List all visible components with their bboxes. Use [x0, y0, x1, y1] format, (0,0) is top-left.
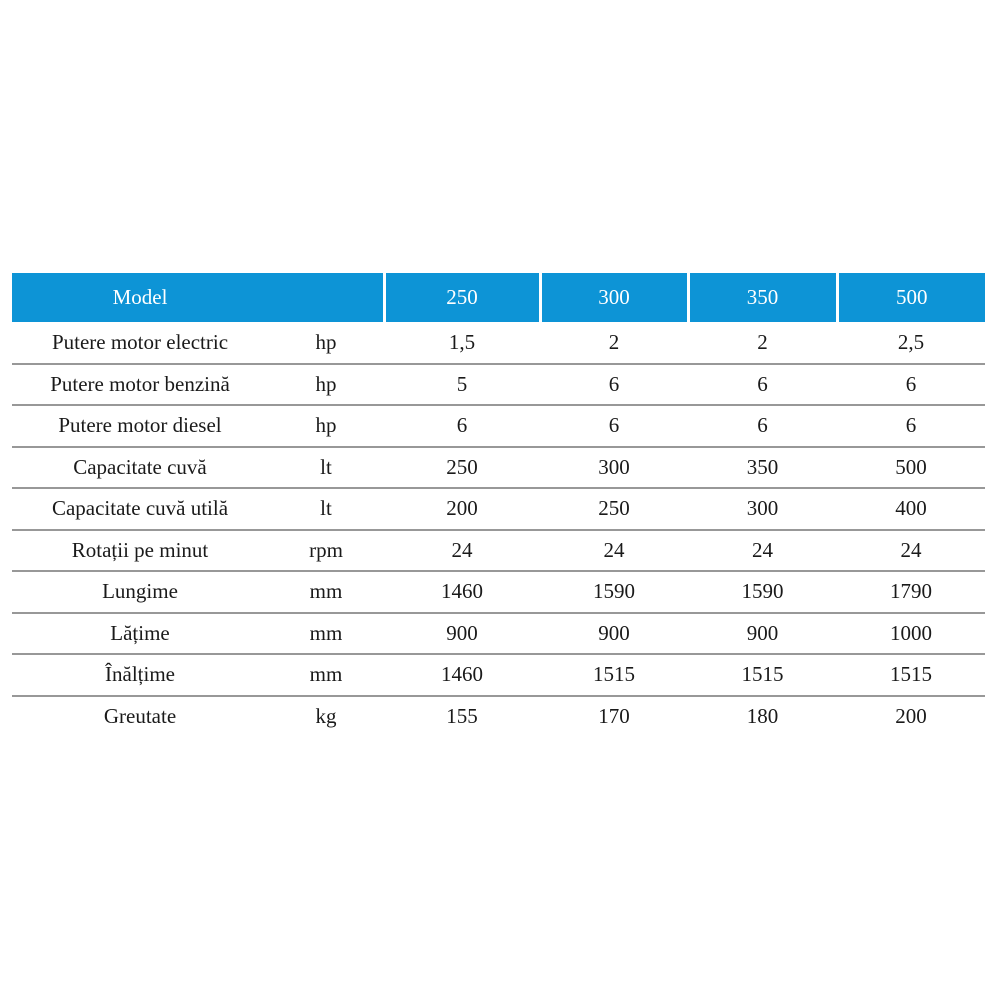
table-row — [12, 405, 985, 447]
row-value: 350 — [688, 447, 837, 489]
row-value: 1515 — [540, 654, 688, 696]
row-value: 900 — [688, 613, 837, 655]
row-value: 1,5 — [384, 322, 540, 364]
row-value: 900 — [384, 613, 540, 655]
row-value: 6 — [688, 405, 837, 447]
row-value: 6 — [837, 364, 985, 406]
row-value: 1590 — [540, 571, 688, 613]
row-value: 1000 — [837, 613, 985, 655]
row-value: 1590 — [688, 571, 837, 613]
row-value: 6 — [540, 405, 688, 447]
row-value: 400 — [837, 488, 985, 530]
row-unit: mm — [268, 654, 384, 696]
row-unit: hp — [268, 405, 384, 447]
row-value: 170 — [598, 704, 630, 729]
row-value: 500 — [837, 447, 985, 489]
row-value: 200 — [384, 488, 540, 530]
row-label: Greutate — [103, 704, 177, 729]
row-unit: hp — [268, 322, 384, 364]
row-value: 2 — [540, 322, 688, 364]
row-value: 24 — [688, 530, 837, 572]
row-label: Putere motor diesel — [12, 405, 268, 447]
table-row — [12, 530, 985, 572]
header-model-cell: Model — [12, 273, 268, 322]
header-col-500: 500 — [837, 273, 985, 322]
row-value: 5 — [384, 364, 540, 406]
row-value: 6 — [837, 405, 985, 447]
row-label: Lungime — [12, 571, 268, 613]
table-row — [12, 322, 985, 364]
spec-table — [12, 273, 985, 737]
row-value: 250 — [540, 488, 688, 530]
table-row — [12, 571, 985, 613]
row-value: 300 — [540, 447, 688, 489]
row-unit: rpm — [268, 530, 384, 572]
header-col-350: 350 — [688, 273, 837, 322]
row-unit: mm — [268, 571, 384, 613]
header-col-300: 300 — [540, 273, 688, 322]
row-value: 200 — [895, 704, 927, 729]
row-value: 1515 — [688, 654, 837, 696]
row-value: 6 — [688, 364, 837, 406]
row-value: 1515 — [837, 654, 985, 696]
row-value: 6 — [384, 405, 540, 447]
row-value: 24 — [384, 530, 540, 572]
spec-table-body — [12, 322, 985, 737]
table-row — [12, 696, 985, 738]
row-value: 180 — [746, 704, 779, 729]
row-value: 155 — [446, 704, 478, 729]
row-label: Putere motor benzină — [12, 364, 268, 406]
row-unit: lt — [268, 488, 384, 530]
table-row — [12, 364, 985, 406]
row-value: 1790 — [837, 571, 985, 613]
row-value: 1460 — [384, 654, 540, 696]
row-value: 6 — [540, 364, 688, 406]
row-value: 2,5 — [837, 322, 985, 364]
row-label: Capacitate cuvă utilă — [12, 488, 268, 530]
table-row — [12, 488, 985, 530]
header-unit-cell — [268, 273, 384, 322]
row-value: 24 — [837, 530, 985, 572]
row-label: Lățime — [12, 613, 268, 655]
header-row — [12, 273, 985, 322]
row-value: 24 — [540, 530, 688, 572]
row-value: 300 — [688, 488, 837, 530]
table-row — [12, 613, 985, 655]
row-value: 1460 — [384, 571, 540, 613]
row-label: Înălțime — [12, 654, 268, 696]
row-label: Capacitate cuvă — [12, 447, 268, 489]
row-value: 900 — [540, 613, 688, 655]
row-unit: kg — [315, 704, 337, 729]
row-label: Rotații pe minut — [12, 530, 268, 572]
table-row — [12, 654, 985, 696]
row-unit: mm — [268, 613, 384, 655]
spec-table-header — [12, 273, 985, 322]
header-col-250: 250 — [384, 273, 540, 322]
row-label: Putere motor electric — [12, 322, 268, 364]
row-unit: hp — [268, 364, 384, 406]
table-row — [12, 447, 985, 489]
row-value: 2 — [688, 322, 837, 364]
row-value: 250 — [384, 447, 540, 489]
row-unit: lt — [268, 447, 384, 489]
